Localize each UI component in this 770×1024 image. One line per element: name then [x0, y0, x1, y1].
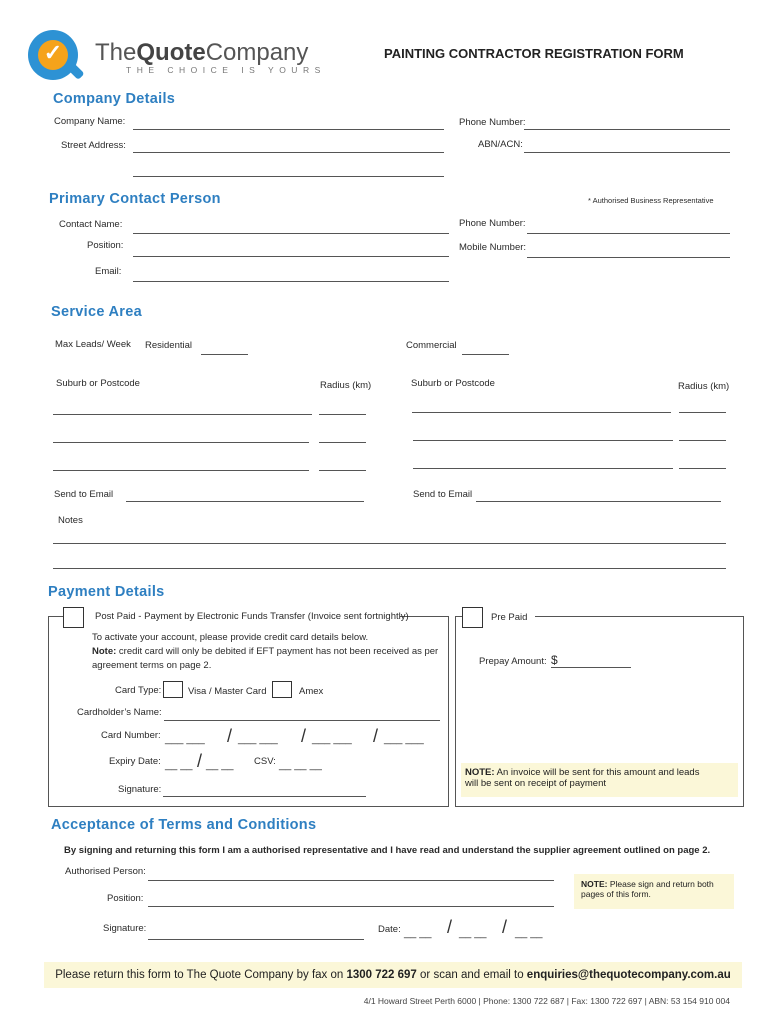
- send-email-field-right[interactable]: [476, 501, 721, 502]
- prepay-amount-label: Prepay Amount:: [479, 656, 547, 667]
- card-number-group-1[interactable]: ___ ___: [165, 733, 205, 745]
- return-text-1: Please return this form to The Quote Company by fax on: [55, 969, 347, 981]
- csv-field[interactable]: __ __ __: [279, 759, 322, 771]
- suburb-field-right-3[interactable]: [413, 468, 673, 469]
- brand-the: The: [95, 39, 137, 66]
- sign-note-line1: [581, 879, 714, 889]
- terms-signature-label: Signature:: [103, 923, 147, 934]
- invoice-note-line1: [465, 767, 699, 778]
- authorised-person-label: Authorised Person:: [65, 866, 146, 877]
- form-title: PAINTING CONTRACTOR REGISTRATION FORM: [384, 46, 684, 61]
- post-paid-label: Post Paid - Payment by Electronic Funds Transfer (Invoice sent fortnightly): [95, 611, 409, 622]
- section-heading-payment: Payment Details: [48, 584, 165, 600]
- residential-label: Residential: [145, 340, 192, 351]
- dollar-sign: $: [551, 653, 558, 667]
- street-address-label: Street Address:: [61, 140, 126, 151]
- cardholder-label: Cardholder’s Name:: [77, 707, 162, 718]
- cardholder-field[interactable]: [164, 720, 440, 721]
- radius-field-left-2[interactable]: [319, 442, 366, 443]
- suburb-field-right-1[interactable]: [412, 412, 671, 413]
- authorised-note: * Authorised Business Representative: [588, 196, 714, 205]
- amex-label: Amex: [299, 686, 324, 697]
- suburb-field-right-2[interactable]: [413, 440, 673, 441]
- debit-note-bold: Note:: [92, 646, 117, 657]
- fax-number: 1300 722 697: [346, 969, 417, 981]
- checkmark-icon: ✓: [43, 40, 63, 65]
- company-name-label: Company Name:: [54, 116, 126, 127]
- return-text-2: or scan and email to: [416, 969, 527, 981]
- terms-position-label: Position:: [107, 893, 144, 904]
- contact-phone-label: Phone Number:: [459, 218, 526, 229]
- brand-name: [95, 39, 308, 67]
- invoice-note-line2: will be sent on receipt of payment: [465, 778, 606, 789]
- terms-statement: By signing and returning this form I am a authorised representative and I have read and understand the supplier agreement outlined on page 2.: [64, 845, 711, 856]
- activate-text: To activate your account, please provide credit card details below.: [92, 632, 369, 643]
- send-email-field-left[interactable]: [126, 501, 364, 502]
- position-label: Position:: [87, 240, 124, 251]
- street-address-field[interactable]: [133, 152, 444, 153]
- post-paid-checkbox[interactable]: [63, 607, 84, 628]
- visa-checkbox[interactable]: [163, 681, 183, 698]
- date-slash-1: /: [447, 917, 453, 937]
- section-heading-primary-contact: Primary Contact Person: [49, 191, 221, 207]
- sign-note-line2: pages of this form.: [581, 889, 651, 899]
- send-email-label-left: Send to Email: [54, 489, 114, 500]
- position-field[interactable]: [133, 256, 449, 257]
- mobile-label: Mobile Number:: [459, 242, 527, 253]
- section-heading-terms: Acceptance of Terms and Conditions: [51, 817, 317, 833]
- street-address-field-2[interactable]: [133, 176, 444, 177]
- company-phone-label: Phone Number:: [459, 117, 526, 128]
- visa-label: Visa / Master Card: [188, 686, 267, 697]
- card-number-group-2[interactable]: ___ ___: [238, 733, 278, 745]
- radius-label-left: Radius (km): [320, 380, 372, 391]
- email-label: Email:: [95, 266, 122, 277]
- authorised-person-field[interactable]: [148, 880, 554, 881]
- card-number-slash-1: /: [227, 726, 233, 746]
- expiry-year[interactable]: __ __: [206, 759, 234, 771]
- card-type-label: Card Type:: [115, 685, 162, 696]
- date-label: Date:: [378, 924, 401, 935]
- suburb-label-left: Suburb or Postcode: [56, 378, 140, 389]
- brand-quote: Quote: [136, 39, 206, 66]
- radius-field-right-3[interactable]: [679, 468, 726, 469]
- radius-field-left-3[interactable]: [319, 470, 366, 471]
- radius-field-right-1[interactable]: [679, 412, 726, 413]
- suburb-field-left-3[interactable]: [53, 470, 309, 471]
- sign-note-bold: NOTE:: [581, 879, 608, 889]
- card-number-label: Card Number:: [101, 730, 161, 741]
- commercial-leads-field[interactable]: [462, 354, 509, 355]
- card-signature-field[interactable]: [163, 796, 366, 797]
- notes-label: Notes: [58, 515, 83, 526]
- terms-position-field[interactable]: [148, 906, 554, 907]
- company-phone-field[interactable]: [524, 129, 730, 130]
- sign-note-text: Please sign and return both: [607, 879, 714, 889]
- card-signature-label: Signature:: [118, 784, 162, 795]
- amex-checkbox[interactable]: [272, 681, 292, 698]
- section-heading-service-area: Service Area: [51, 304, 142, 320]
- debit-note-line2: agreement terms on page 2.: [92, 660, 212, 671]
- notes-field-1[interactable]: [53, 543, 726, 544]
- date-month[interactable]: __ __: [459, 927, 487, 939]
- sign-note: [574, 874, 734, 909]
- email-link[interactable]: enquiries@thequotecompany.com.au: [526, 969, 731, 981]
- mobile-field[interactable]: [527, 257, 730, 258]
- pre-paid-label: Pre Paid: [491, 612, 528, 623]
- terms-signature-field[interactable]: [148, 939, 364, 940]
- card-number-slash-3: /: [373, 726, 379, 746]
- suburb-field-left-1[interactable]: [53, 414, 312, 415]
- debit-note: [92, 646, 438, 657]
- card-number-slash-2: /: [301, 726, 307, 746]
- prepay-amount-field[interactable]: [551, 667, 631, 668]
- residential-leads-field[interactable]: [201, 354, 248, 355]
- max-leads-label: Max Leads/ Week: [55, 339, 131, 350]
- radius-field-left-1[interactable]: [319, 414, 366, 415]
- expiry-month[interactable]: __ __: [165, 759, 193, 771]
- invoice-note-text: An invoice will be sent for this amount and leads: [494, 767, 700, 778]
- email-field[interactable]: [133, 281, 449, 282]
- suburb-field-left-2[interactable]: [53, 442, 309, 443]
- contact-name-label: Contact Name:: [59, 219, 123, 230]
- card-number-group-3[interactable]: ___ ___: [312, 733, 352, 745]
- card-number-group-4[interactable]: ___ ___: [384, 733, 424, 745]
- invoice-note: [461, 763, 738, 797]
- date-year[interactable]: __ __: [515, 927, 543, 939]
- company-name-field[interactable]: [133, 129, 444, 130]
- debit-note-text: credit card will only be debited if EFT payment has not been received as per: [116, 646, 439, 657]
- expiry-slash: /: [197, 751, 203, 771]
- csv-label: CSV:: [254, 756, 276, 767]
- invoice-note-bold: NOTE:: [465, 767, 495, 778]
- contact-name-field[interactable]: [133, 233, 449, 234]
- footer-address: 4/1 Howard Street Perth 6000 | Phone: 1300 722 687 | Fax: 1300 722 697 | ABN: 53 154 910 004: [363, 996, 730, 1006]
- radius-field-right-2[interactable]: [679, 440, 726, 441]
- footer-return-text: [44, 969, 742, 981]
- notes-field-2[interactable]: [53, 568, 726, 569]
- date-slash-2: /: [502, 917, 508, 937]
- pre-paid-checkbox[interactable]: [462, 607, 483, 628]
- commercial-label: Commercial: [406, 340, 457, 351]
- abn-label: ABN/ACN:: [478, 139, 523, 150]
- suburb-label-right: Suburb or Postcode: [411, 378, 495, 389]
- abn-field[interactable]: [524, 152, 730, 153]
- brand-company: Company: [205, 39, 309, 66]
- section-heading-company-details: Company Details: [53, 91, 176, 107]
- date-day[interactable]: __ __: [404, 927, 432, 939]
- tagline: THE CHOICE IS YOURS: [126, 65, 326, 75]
- expiry-label: Expiry Date:: [109, 756, 161, 767]
- radius-label-right: Radius (km): [678, 381, 730, 392]
- contact-phone-field[interactable]: [527, 233, 730, 234]
- send-email-label-right: Send to Email: [413, 489, 473, 500]
